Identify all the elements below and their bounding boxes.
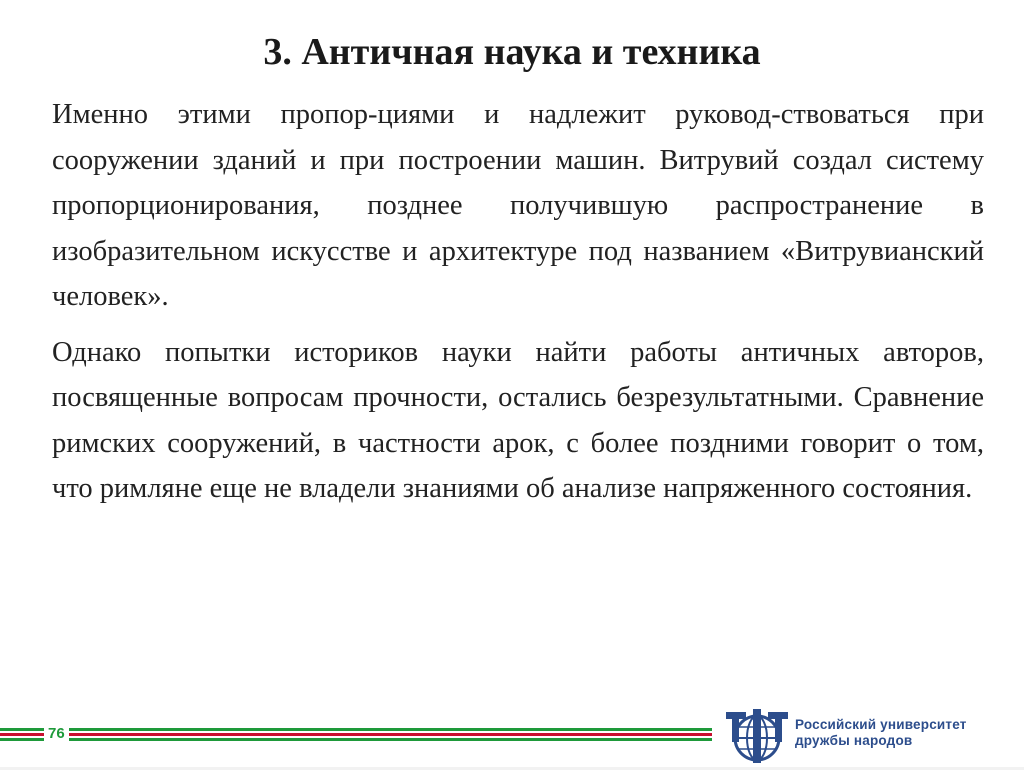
slide-body <box>52 92 984 512</box>
footer-stripe-green-bottom <box>0 738 712 741</box>
university-name-line1: Российский университет <box>795 717 967 732</box>
university-name <box>795 717 967 749</box>
page-number: 76 <box>44 725 69 743</box>
paragraph-2: Однако попытки историков науки найти работы античных авторов, посвященные вопросам прочности, остались безрезультатными. Сравнение римских сооружений, в частности арок, с более поздними говорит о том, что римляне еще не владели знаниями об анализе напряженного состояния. <box>52 336 984 504</box>
footer-stripe-green <box>0 728 712 731</box>
university-name-line2: дружбы народов <box>795 733 913 748</box>
footer-stripe-red <box>0 733 712 736</box>
footer-stripes <box>0 728 712 742</box>
paragraph-1: Именно этими пропор-циями и надлежит руковод-ствоваться при сооружении зданий и при построении машин. Витрувий создал систему пропорционирования, позднее получившую распространение в изобразительном искусстве и архитектуре под названием «Витрувианский человек». <box>52 99 984 312</box>
slide-title: 3. Античная наука и техника <box>263 31 761 73</box>
rudn-globe-logo-icon <box>724 709 790 770</box>
